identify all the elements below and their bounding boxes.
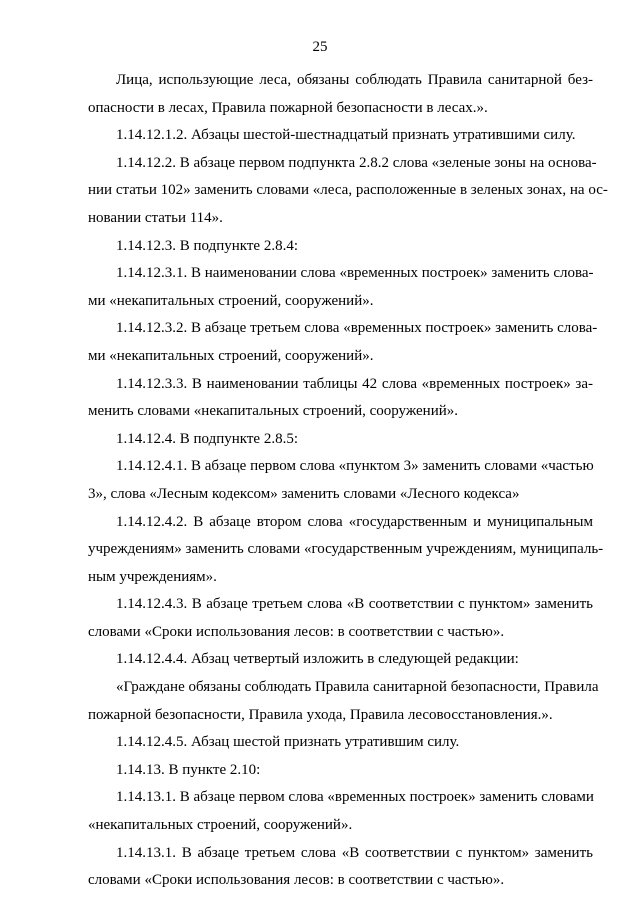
text-line: «некапитальных строений, сооружений».: [88, 817, 353, 834]
text-line: 1.14.12.3. В подпункте 2.8.4:: [116, 237, 299, 254]
text-line: нии статьи 102» заменить словами «леса, расположенные в зеленых зонах, на ос-: [88, 182, 608, 199]
text-line: 1.14.12.4.3. В абзаце третьем слова «В соответствии с пунктом» заменить: [116, 596, 593, 613]
text-line: 1.14.12.4.1. В абзаце первом слова «пунктом 3» заменить словами «частью: [116, 458, 594, 475]
text-line: ми «некапитальных строений, сооружений».: [88, 347, 374, 364]
paragraph: [88, 784, 593, 839]
text-line: словами «Сроки использования лесов: в соответствии с частью».: [88, 623, 505, 640]
paragraph: [88, 757, 593, 785]
text-line: 1.14.12.4. В подпункте 2.8.5:: [116, 430, 299, 447]
text-line: 1.14.13.1. В абзаце первом слова «временных построек» заменить словами: [116, 789, 594, 806]
text-line: 3», слова «Лесным кодексом» заменить словами «Лесного кодекса»: [88, 485, 520, 502]
text-line: 1.14.13. В пункте 2.10:: [116, 761, 261, 778]
paragraph: [88, 67, 593, 122]
paragraph: [88, 150, 608, 233]
document-body: [88, 67, 608, 895]
text-line: 1.14.12.4.4. Абзац четвертый изложить в следующей редакции:: [116, 651, 519, 668]
text-line: 1.14.12.3.2. В абзаце третьем слова «временных построек» заменить слова-: [116, 320, 598, 337]
text-line: ми «некапитальных строений, сооружений».: [88, 292, 374, 309]
page-number: 25: [312, 39, 328, 55]
text-line: 1.14.12.4.5. Абзац шестой признать утратившим силу.: [116, 734, 460, 751]
text-line: опасности в лесах, Правила пожарной безопасности в лесах.».: [88, 99, 488, 116]
paragraph: [88, 453, 593, 508]
text-line: учреждениям» заменить словами «государственным учреждениям, муниципаль-: [88, 541, 604, 558]
text-line: 1.14.12.1.2. Абзацы шестой-шестнадцатый признать утратившими силу.: [116, 127, 576, 144]
paragraph: [88, 260, 593, 315]
paragraph: [88, 371, 593, 426]
text-line: менить словами «некапитальных строений, сооружений».: [88, 403, 459, 420]
paragraph: [88, 674, 599, 729]
paragraph: [88, 233, 593, 261]
text-line: 1.14.12.2. В абзаце первом подпункта 2.8.2 слова «зеленые зоны на основа-: [116, 154, 597, 171]
paragraph: [88, 426, 593, 454]
paragraph: [88, 509, 604, 592]
text-line: 1.14.12.3.1. В наименовании слова «временных построек» заменить слова-: [116, 265, 594, 282]
text-line: 1.14.13.1. В абзаце третьем слова «В соответствии с пунктом» заменить: [116, 844, 593, 861]
text-line: новании статьи 114».: [88, 209, 223, 226]
paragraph: [88, 591, 593, 646]
paragraph: [88, 729, 593, 757]
text-line: пожарной безопасности, Правила ухода, Правила лесовосстановления.».: [88, 706, 553, 723]
text-line: словами «Сроки использования лесов: в соответствии с частью».: [88, 872, 505, 889]
paragraph: [88, 840, 593, 895]
paragraph: [88, 646, 593, 674]
text-line: ным учреждениям».: [88, 568, 217, 585]
text-line: 1.14.12.3.3. В наименовании таблицы 42 слова «временных построек» за-: [116, 375, 593, 392]
text-line: Лица, использующие леса, обязаны соблюдать Правила санитарной без-: [116, 72, 593, 88]
text-line: «Граждане обязаны соблюдать Правила санитарной безопасности, Правила: [116, 679, 599, 696]
text-line: 1.14.12.4.2. В абзаце втором слова «государственным и муниципальным: [116, 513, 593, 530]
paragraph: [88, 122, 593, 150]
paragraph: [88, 315, 598, 370]
